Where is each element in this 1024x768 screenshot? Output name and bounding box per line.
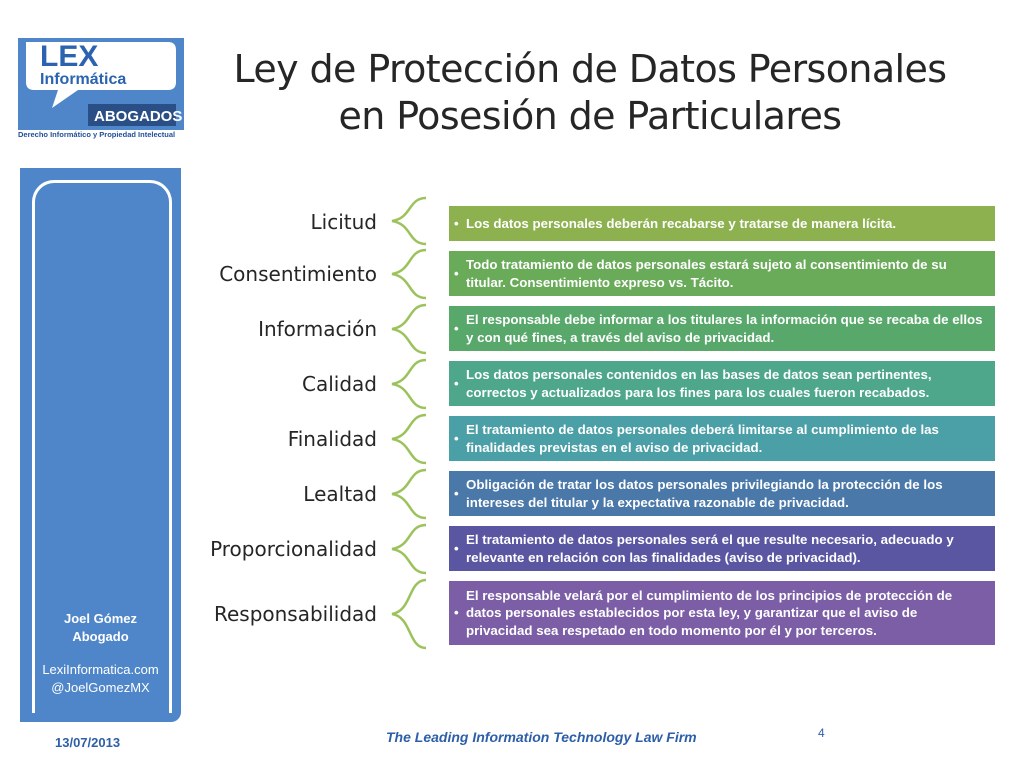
footer-tagline: The Leading Information Technology Law Firm bbox=[386, 729, 697, 745]
title-line-2: en Posesión de Particulares bbox=[338, 94, 842, 138]
principle-box: • Todo tratamiento de datos personales estará sujeto al consentimiento de su titular. Consentimiento expreso vs. Tácito. bbox=[449, 251, 995, 296]
principle-label: Consentimiento bbox=[219, 262, 377, 286]
logo-tagline: Derecho Informático y Propiedad Intelectual bbox=[18, 130, 176, 139]
footer-date: 13/07/2013 bbox=[55, 735, 121, 750]
brace-icon bbox=[386, 196, 436, 246]
page-number: 4 bbox=[818, 726, 825, 740]
brace-icon bbox=[386, 523, 436, 575]
principle-label: Finalidad bbox=[287, 427, 377, 451]
principle-box: • Los datos personales deberán recabarse y tratarse de manera lícita. bbox=[449, 206, 995, 241]
principle-text: Obligación de tratar los datos personales privilegiando la protección de los intereses del titular y la expectativa razonable de privacidad. bbox=[466, 477, 943, 510]
brace-icon bbox=[386, 413, 436, 465]
page-title bbox=[200, 46, 980, 140]
lex-informatica-logo bbox=[18, 38, 184, 143]
principle-box: • El tratamiento de datos personales será el que resulte necesario, adecuado y relevante en relación con las finalidades (aviso de privacidad). bbox=[449, 526, 995, 571]
principle-label: Calidad bbox=[302, 372, 377, 396]
principle-label: Responsabilidad bbox=[213, 602, 377, 626]
principle-box: • Obligación de tratar los datos personales privilegiando la protección de los intereses del titular y la expectativa razonable de privacidad. bbox=[449, 471, 995, 516]
brace-icon bbox=[386, 303, 436, 355]
principle-text: El responsable debe informar a los titulares la información que se recaba de ellos y con qué fines, a través del aviso de privacidad. bbox=[466, 312, 983, 345]
brace-icon bbox=[386, 358, 436, 410]
author-handle: @JoelGomezMX bbox=[51, 680, 150, 695]
principle-label: Proporcionalidad bbox=[210, 537, 377, 561]
principle-text: Los datos personales contenidos en las bases de datos sean pertinentes, correctos y actualizados para los fines para los cuales fueron recabados. bbox=[466, 367, 932, 400]
principle-label: Información bbox=[258, 317, 377, 341]
brace-icon bbox=[386, 468, 436, 520]
principle-box: • Los datos personales contenidos en las bases de datos sean pertinentes, correctos y actualizados para los fines para los cuales fueron recabados. bbox=[449, 361, 995, 406]
principle-text: El tratamiento de datos personales será el que resulte necesario, adecuado y relevante en relación con las finalidades (aviso de privacidad). bbox=[466, 532, 954, 565]
principle-box: • El responsable debe informar a los titulares la información que se recaba de ellos y con qué fines, a través del aviso de privacidad. bbox=[449, 306, 995, 351]
svg-text:ABOGADOS: ABOGADOS bbox=[94, 108, 183, 125]
principle-label: Licitud bbox=[310, 210, 377, 234]
principle-text: El responsable velará por el cumplimiento de los principios de protección de datos personales establecidos por esta ley, y garantizar que el aviso de privacidad sea respetado en todo momento por él y por terceros. bbox=[466, 587, 953, 638]
principle-text: Los datos personales deberán recabarse y tratarse de manera lícita. bbox=[466, 215, 897, 231]
principle-text: Todo tratamiento de datos personales estará sujeto al consentimiento de su titular. Consentimiento expreso vs. Tácito. bbox=[466, 257, 947, 290]
svg-text:Informática: Informática bbox=[40, 71, 127, 88]
principle-text: El tratamiento de datos personales deberá limitarse al cumplimiento de las finalidades previstas en el aviso de privacidad. bbox=[466, 422, 939, 455]
principle-box: • El responsable velará por el cumplimiento de los principios de protección de datos personales establecidos por esta ley, y garantizar que el aviso de privacidad sea respetado en todo momento por él y por terceros. bbox=[449, 581, 995, 645]
author-website: LexiInformatica.com bbox=[42, 662, 159, 677]
brace-icon bbox=[386, 578, 436, 650]
author-role: Abogado bbox=[72, 629, 129, 644]
author-name: Joel Gómez bbox=[64, 611, 137, 626]
principle-label: Lealtad bbox=[303, 482, 377, 506]
svg-text:LEX: LEX bbox=[40, 40, 99, 73]
brace-icon bbox=[386, 248, 436, 300]
title-line-1: Ley de Protección de Datos Personales bbox=[233, 47, 947, 91]
principle-box: • El tratamiento de datos personales deberá limitarse al cumplimiento de las finalidades previstas en el aviso de privacidad. bbox=[449, 416, 995, 461]
author-contact bbox=[20, 661, 181, 697]
